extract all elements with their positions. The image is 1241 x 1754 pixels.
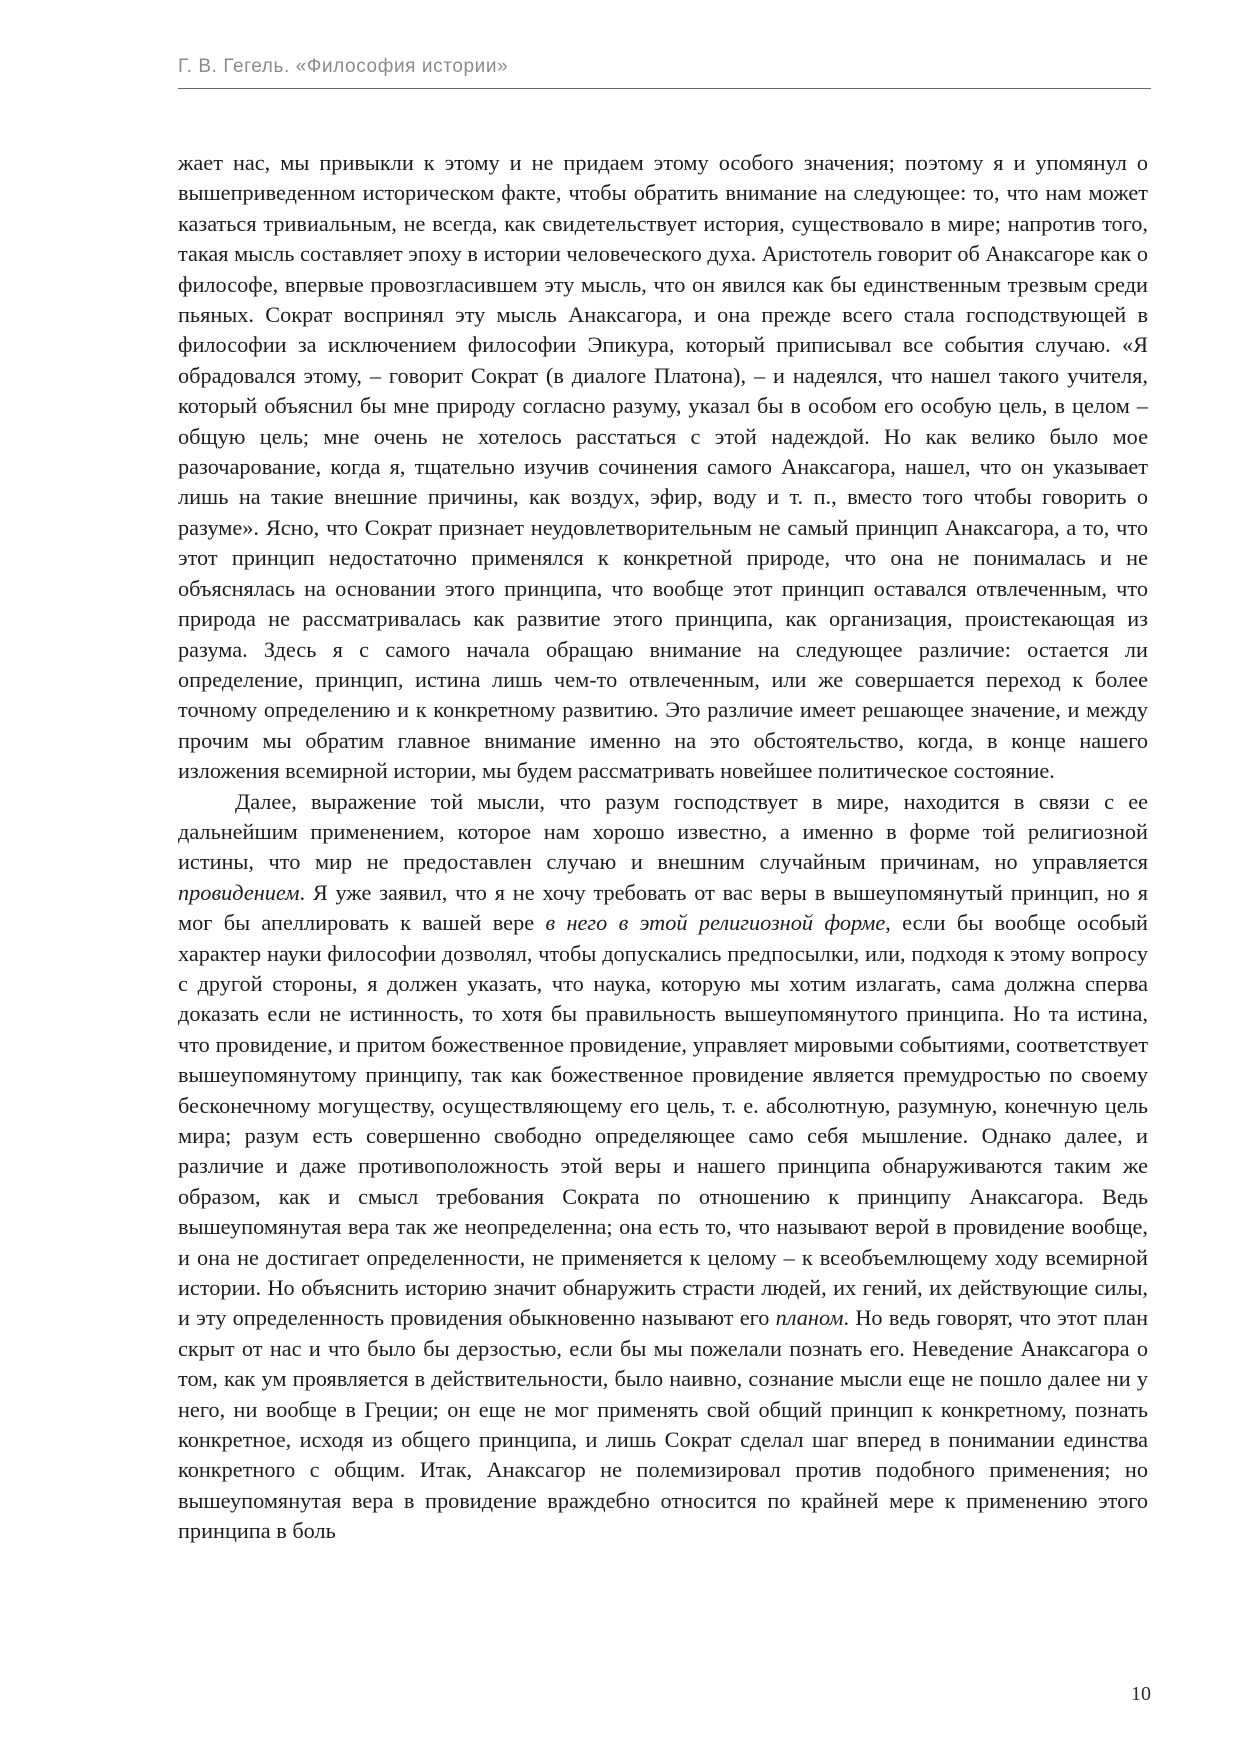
paragraph-1 (178, 148, 1148, 787)
body-text (178, 148, 1148, 1547)
page-number: 10 (1131, 1683, 1151, 1705)
emphasis-providence: провидением (178, 879, 300, 905)
text-run: Далее, выражение той мысли, что разум господствует в мире, находится в связи с ее дальнейшим применением, которое нам хорошо известно, а именно в форме той религиозной истины, что мир не предоставлен случаю и внешним случайным причинам, но управляется (178, 788, 1148, 875)
emphasis-plan: планом (775, 1305, 844, 1331)
text-run: . Но ведь говорят, что этот план скрыт от нас и что было бы дерзостью, если бы мы пожелали познать его. Неведение Анаксагора о том, как ум проявляется в действительности, было наивно, сознание мысли еще не пошло далее ни у него, ни вообще в Греции; он еще не мог применять свой общий принцип к конкретному, познать конкретное, исходя из общего принципа, и лишь Сократ сделал шаг вперед в понимании единства конкретного с общим. Итак, Анаксагор не полемизировал против подобного применения; но вышеупомянутая вера в провидение враждебно относится по крайней мере к применению этого принципа в боль (178, 1305, 1148, 1544)
paragraph-2 (178, 787, 1148, 1547)
header-rule (178, 88, 1151, 89)
running-head: Г. В. Гегель. «Философия истории» (178, 56, 509, 77)
text-run: . Я уже заявил, что я не хочу требовать от вас веры в вышеупомянутый принцип, но я мог бы апеллировать к вашей вере (178, 879, 1148, 936)
text-run: жает нас, мы привыкли к этому и не придаем этому особого значения; поэтому я и упомянул о вышеприведенном историческом факте, чтобы обратить внимание на следующее: то, что нам может казаться тривиальным, не всегда, как свидетельствует история, существовало в мире; напротив того, такая мысль составляет эпоху в истории человеческого духа. Аристотель говорит об Анаксагоре как о философе, впервые провозгласившем эту мысль, что он явился как бы единственным трезвым среди пьяных. Сократ воспринял эту мысль Анаксагора, и она прежде всего стала господствующей в философии за исключением философии Эпикура, который приписывал все события случаю. «Я обрадовался этому, – говорит Сократ (в диалоге Платона), – и надеялся, что нашел такого учителя, который объяснил бы мне природу согласно разуму, указал бы в особом его особую цель, в целом – общую цель; мне очень не хотелось расстаться с этой надеждой. Но как велико было мое разочарование, когда я, тщательно изучив сочинения самого Анаксагора, нашел, что он указывает лишь на такие внешние причины, как воздух, эфир, воду и т. п., вместо того чтобы говорить о разуме». Ясно, что Сократ признает неудовлетворительным не самый принцип Анаксагора, а то, что этот принцип недостаточно применялся к конкретной природе, что она не понималась и не объяснялась на основании этого принципа, что вообще этот принцип оставался отвлеченным, что природа не рассматривалась как развитие этого принципа, как организация, проистекающая из разума. Здесь я с самого начала обращаю внимание на следующее различие: остается ли определение, принцип, истина лишь чем-то отвлеченным, или же совершается переход к более точному определению и к конкретному развитию. Это различие имеет решающее значение, и между прочим мы обратим главное внимание именно на это обстоятельство, когда, в конце нашего изложения всемирной истории, мы будем рассматривать новейшее политическое состояние. (178, 150, 1148, 784)
emphasis-religious-form: в него в этой религиозной форме (545, 910, 886, 936)
text-run: , если бы вообще особый характер науки философии дозволял, чтобы допускались предпосылки, или, подходя к этому вопросу с другой стороны, я должен указать, что наука, которую мы хотим излагать, сама должна сперва доказать если не истинность, то хотя бы правильность вышеупомянутого принципа. Но та истина, что провидение, и притом божественное провидение, управляет мировыми событиями, соответствует вышеупомянутому принципу, так как божественное провидение является премудростью по своему бесконечному могуществу, осуществляющему его цель, т. е. абсолютную, разумную, конечную цель мира; разум есть совершенно свободно определяющее само себя мышление. Однако далее, и различие и даже противоположность этой веры и нашего принципа обнаруживаются таким же образом, как и смысл требования Сократа по отношению к принципу Анаксагора. Ведь вышеупомянутая вера так же неопределенна; она есть то, что называют верой в провидение вообще, и она не достигает определенности, не применяется к целому – к всеобъемлющему ходу всемирной истории. Но объяснить историю значит обнаружить страсти людей, их гений, их действующие силы, и эту определенность провидения обыкновенно называют его (178, 910, 1148, 1331)
